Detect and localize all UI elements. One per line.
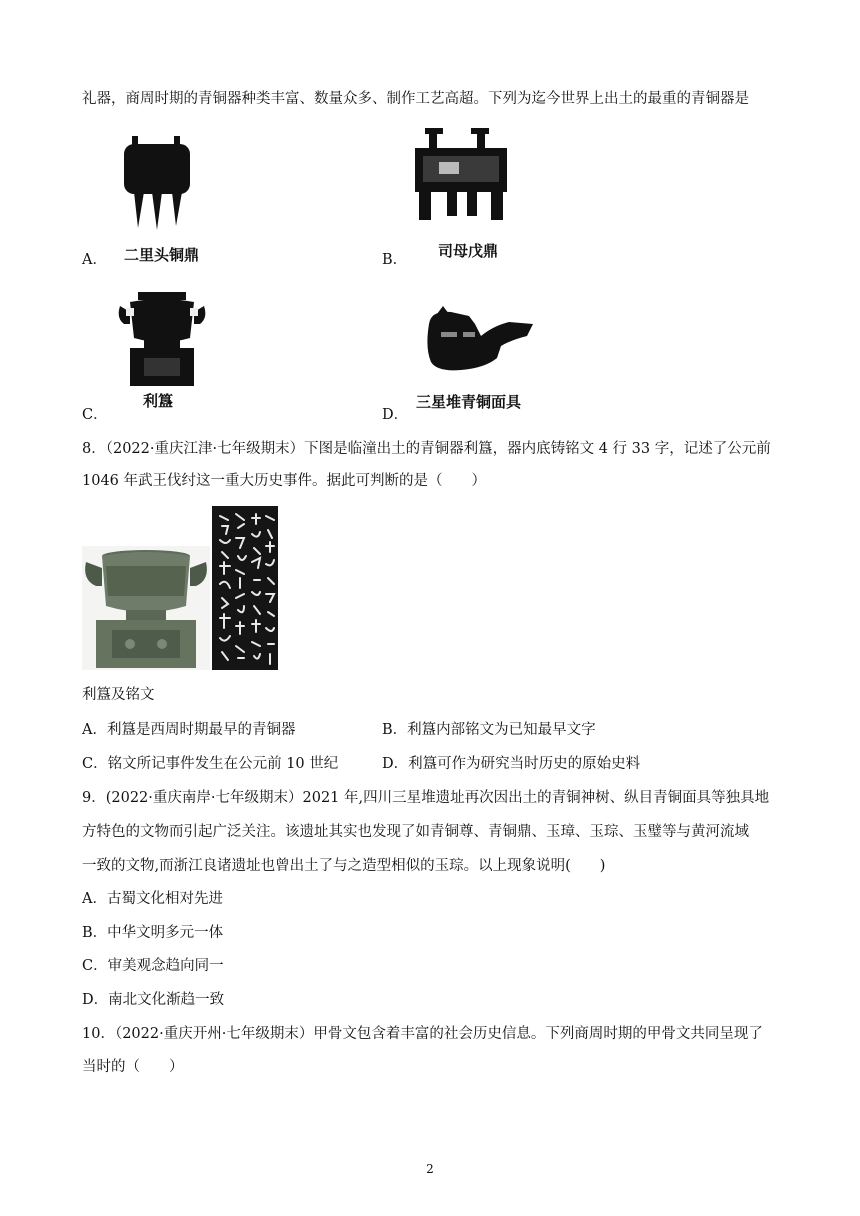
option-c-letter: C．: [82, 407, 108, 423]
q8-image-caption: 利簋及铭文: [82, 687, 155, 703]
q9-option-c: C．审美观念趋向同一: [82, 958, 224, 974]
option-a-letter: A．: [82, 252, 107, 268]
q9-option-d: D．南北文化渐趋一致: [82, 992, 225, 1008]
option-b-caption: 司母戊鼎: [438, 242, 499, 260]
q8-option-a: A．利簋是西周时期最早的青铜器: [82, 722, 296, 738]
q8-stem-line-1: 8．（2022·重庆江津·七年级期末）下图是临潼出土的青铜器利簋，器内底铸铭文 4 行 33 字，记述了公元前: [82, 441, 771, 457]
li-gui-photo: [82, 546, 210, 670]
simuwu-ding-image: [413, 128, 509, 222]
sanxingdui-mask-image: [423, 306, 535, 376]
option-c-caption: 利簋: [143, 392, 174, 410]
erlitou-ding-image: [118, 136, 198, 232]
li-gui-image: [116, 292, 208, 388]
q9-stem-line-2: 方特色的文物而引起广泛关注。该遗址其实也发现了如青铜尊、青铜鼎、玉璋、玉琮、玉璧等与黄河流域: [82, 824, 749, 840]
q8-stem-line-2: 1046 年武王伐纣这一重大历史事件。据此可判断的是（ ）: [82, 473, 487, 489]
page-number: 2: [426, 1162, 434, 1176]
option-d-letter: D．: [382, 407, 409, 423]
q8-option-b: B．利簋内部铭文为已知最早文字: [382, 722, 596, 738]
q8-option-d: D．利簋可作为研究当时历史的原始史料: [382, 756, 641, 772]
option-b-letter: B．: [382, 252, 408, 268]
q9-stem-line-3: 一致的文物,而浙江良诸遗址也曾出土了与之造型相似的玉琮。以上现象说明( ): [82, 858, 606, 874]
option-a-caption: 二里头铜鼎: [124, 246, 200, 264]
q9-option-a: A．古蜀文化相对先进: [82, 891, 223, 907]
option-d-caption: 三星堆青铜面具: [416, 393, 522, 411]
q10-stem-line-1: 10．（2022·重庆开州·七年级期末）甲骨文包含着丰富的社会历史信息。下列商周时期的甲骨文共同呈现了: [82, 1026, 763, 1042]
intro-line: 礼器，商周时期的青铜器种类丰富、数量众多、制作工艺高超。下列为迄今世界上出土的最重的青铜器是: [82, 91, 749, 107]
q9-stem-line-1: 9．(2022·重庆南岸·七年级期末）2021 年,四川三星堆遗址再次因出土的青铜神树、纵目青铜面具等独具地: [82, 790, 770, 806]
li-gui-inscription: [212, 506, 278, 670]
q8-option-c: C．铭文所记事件发生在公元前 10 世纪: [82, 756, 339, 772]
q10-stem-line-2: 当时的（ ）: [82, 1059, 184, 1075]
q9-option-b: B．中华文明多元一体: [82, 925, 224, 941]
